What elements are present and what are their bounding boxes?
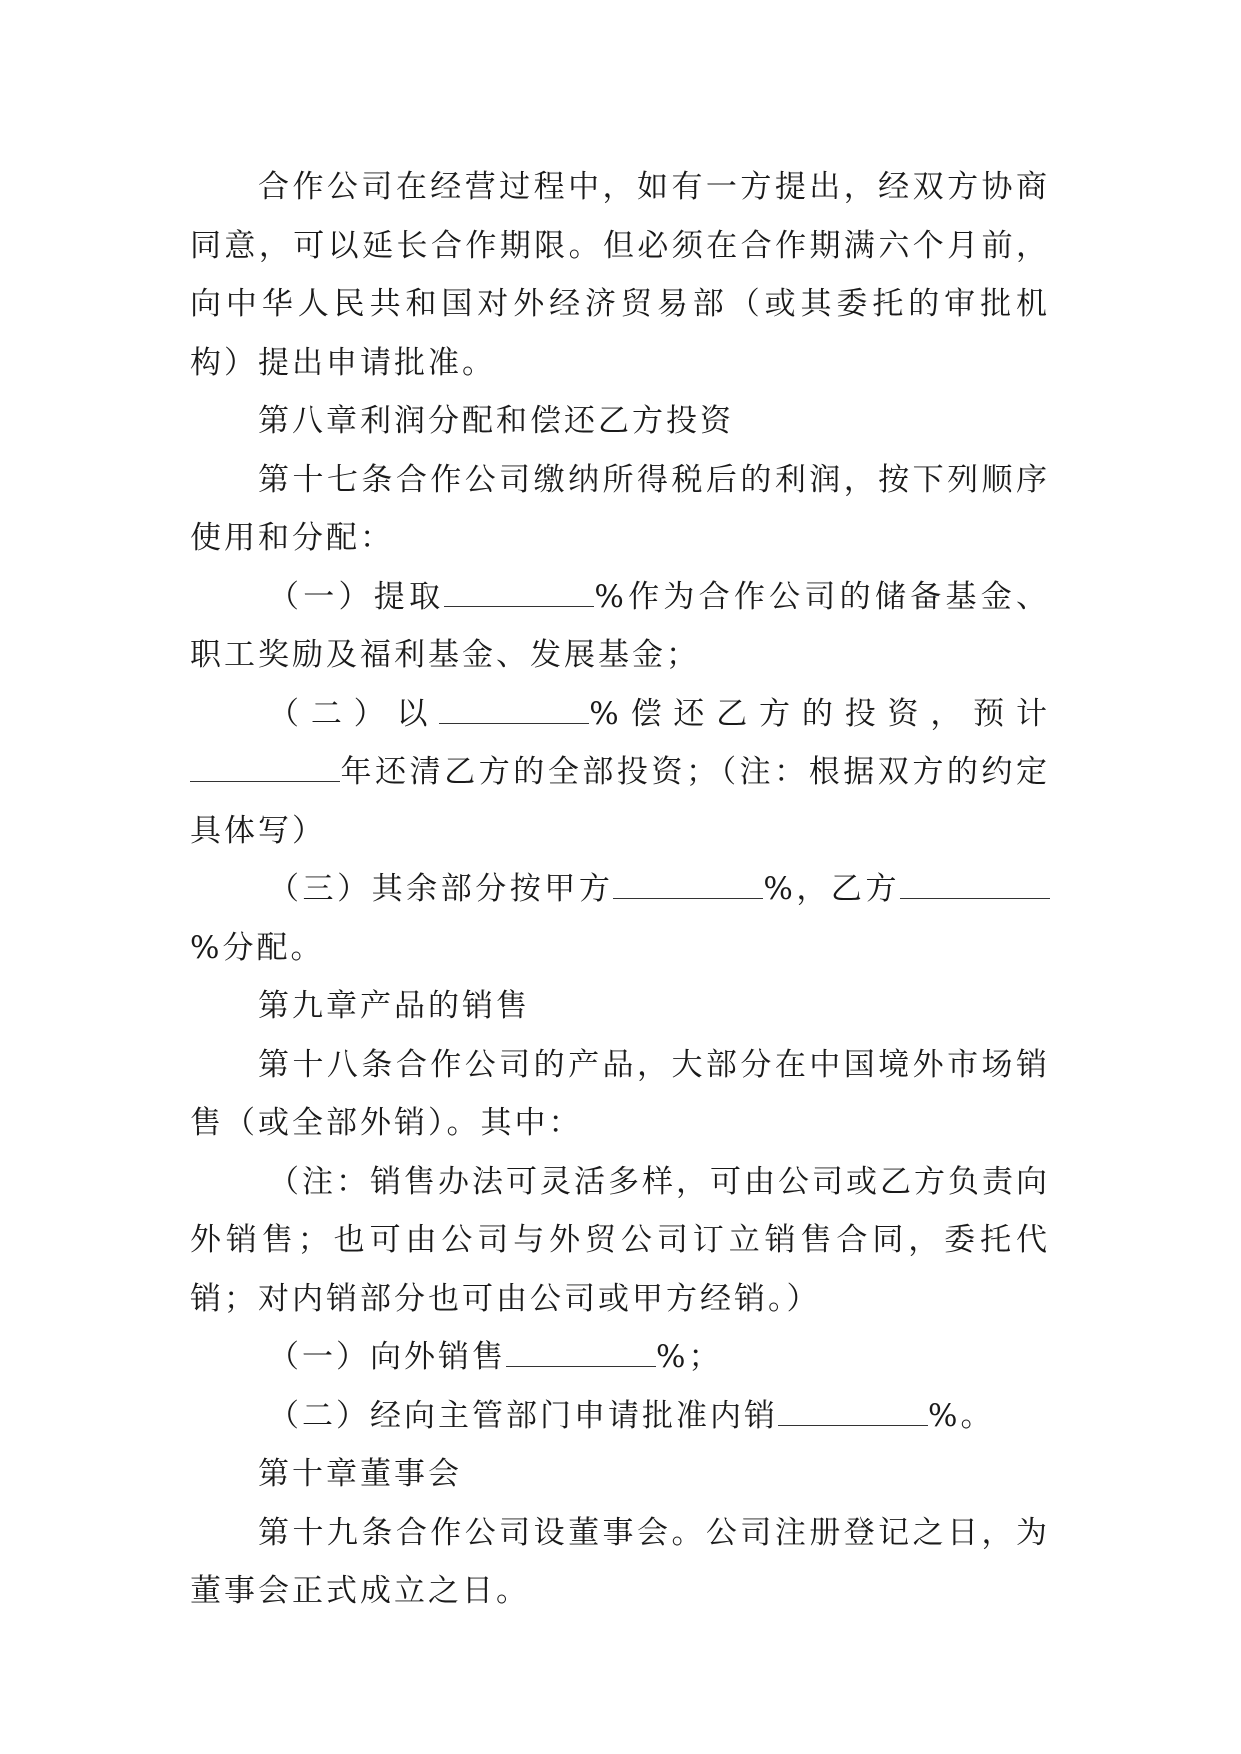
fill-in-blank[interactable] [439, 697, 589, 724]
article-18-item-2 [190, 1387, 1050, 1446]
fill-in-blank[interactable] [444, 580, 594, 607]
fill-in-blank[interactable] [778, 1399, 928, 1426]
item-text: （二）经向主管部门申请批准内销 [268, 1397, 778, 1434]
chapter-heading-9: 第九章产品的销售 [258, 988, 530, 1024]
item-text: %。 [928, 1397, 995, 1434]
article-19: 第十九条合作公司设董事会。公司注册登记之日，为董事会正式成立之日。 [190, 1514, 1050, 1609]
paragraph-extension: 合作公司在经营过程中，如有一方提出，经双方协商同意，可以延长合作期限。但必须在合作期满六个月前，向中华人民共和国对外经济贸易部（或其委托的审批机构）提出申请批准。 [190, 169, 1050, 381]
chapter-heading-8: 第八章利润分配和偿还乙方投资 [258, 403, 734, 439]
fill-in-blank[interactable] [613, 872, 763, 899]
article-18: 第十八条合作公司的产品，大部分在中国境外市场销售（或全部外销）。其中： [190, 1046, 1050, 1141]
item-text: %作为合作公司的储备基金、职工奖励及福利基金、发展基金； [190, 578, 1050, 673]
item-text: %，乙方 [763, 871, 900, 907]
fill-in-blank[interactable] [190, 755, 340, 782]
chapter-heading-10: 第十章董事会 [258, 1456, 462, 1492]
document-body [190, 158, 1050, 1621]
item-text: （二）以 [268, 695, 440, 732]
item-text: 年还清乙方的全部投资；（注：根据双方的约定具体写） [190, 754, 1050, 849]
article-17: 第十七条合作公司缴纳所得税后的利润，按下列顺序使用和分配： [190, 461, 1050, 556]
item-text: （三）其余部分按甲方 [268, 871, 614, 907]
article-17-item-1 [190, 568, 1050, 685]
article-18-note: （注：销售办法可灵活多样，可由公司或乙方负责向外销售；也可由公司与外贸公司订立销售合同，委托代销；对内销部分也可由公司或甲方经销。） [190, 1163, 1050, 1317]
item-text: （一）向外销售 [268, 1339, 506, 1375]
fill-in-blank[interactable] [506, 1340, 656, 1367]
article-17-item-3 [190, 860, 1050, 977]
item-text: （一）提取 [268, 578, 445, 615]
fill-in-blank[interactable] [900, 872, 1050, 899]
item-text: %分配。 [190, 929, 325, 966]
item-text: %偿还乙方的投资，预计 [589, 695, 1050, 732]
item-text: %； [656, 1339, 723, 1375]
article-17-item-2 [190, 685, 1050, 861]
article-18-item-1 [190, 1328, 1050, 1387]
